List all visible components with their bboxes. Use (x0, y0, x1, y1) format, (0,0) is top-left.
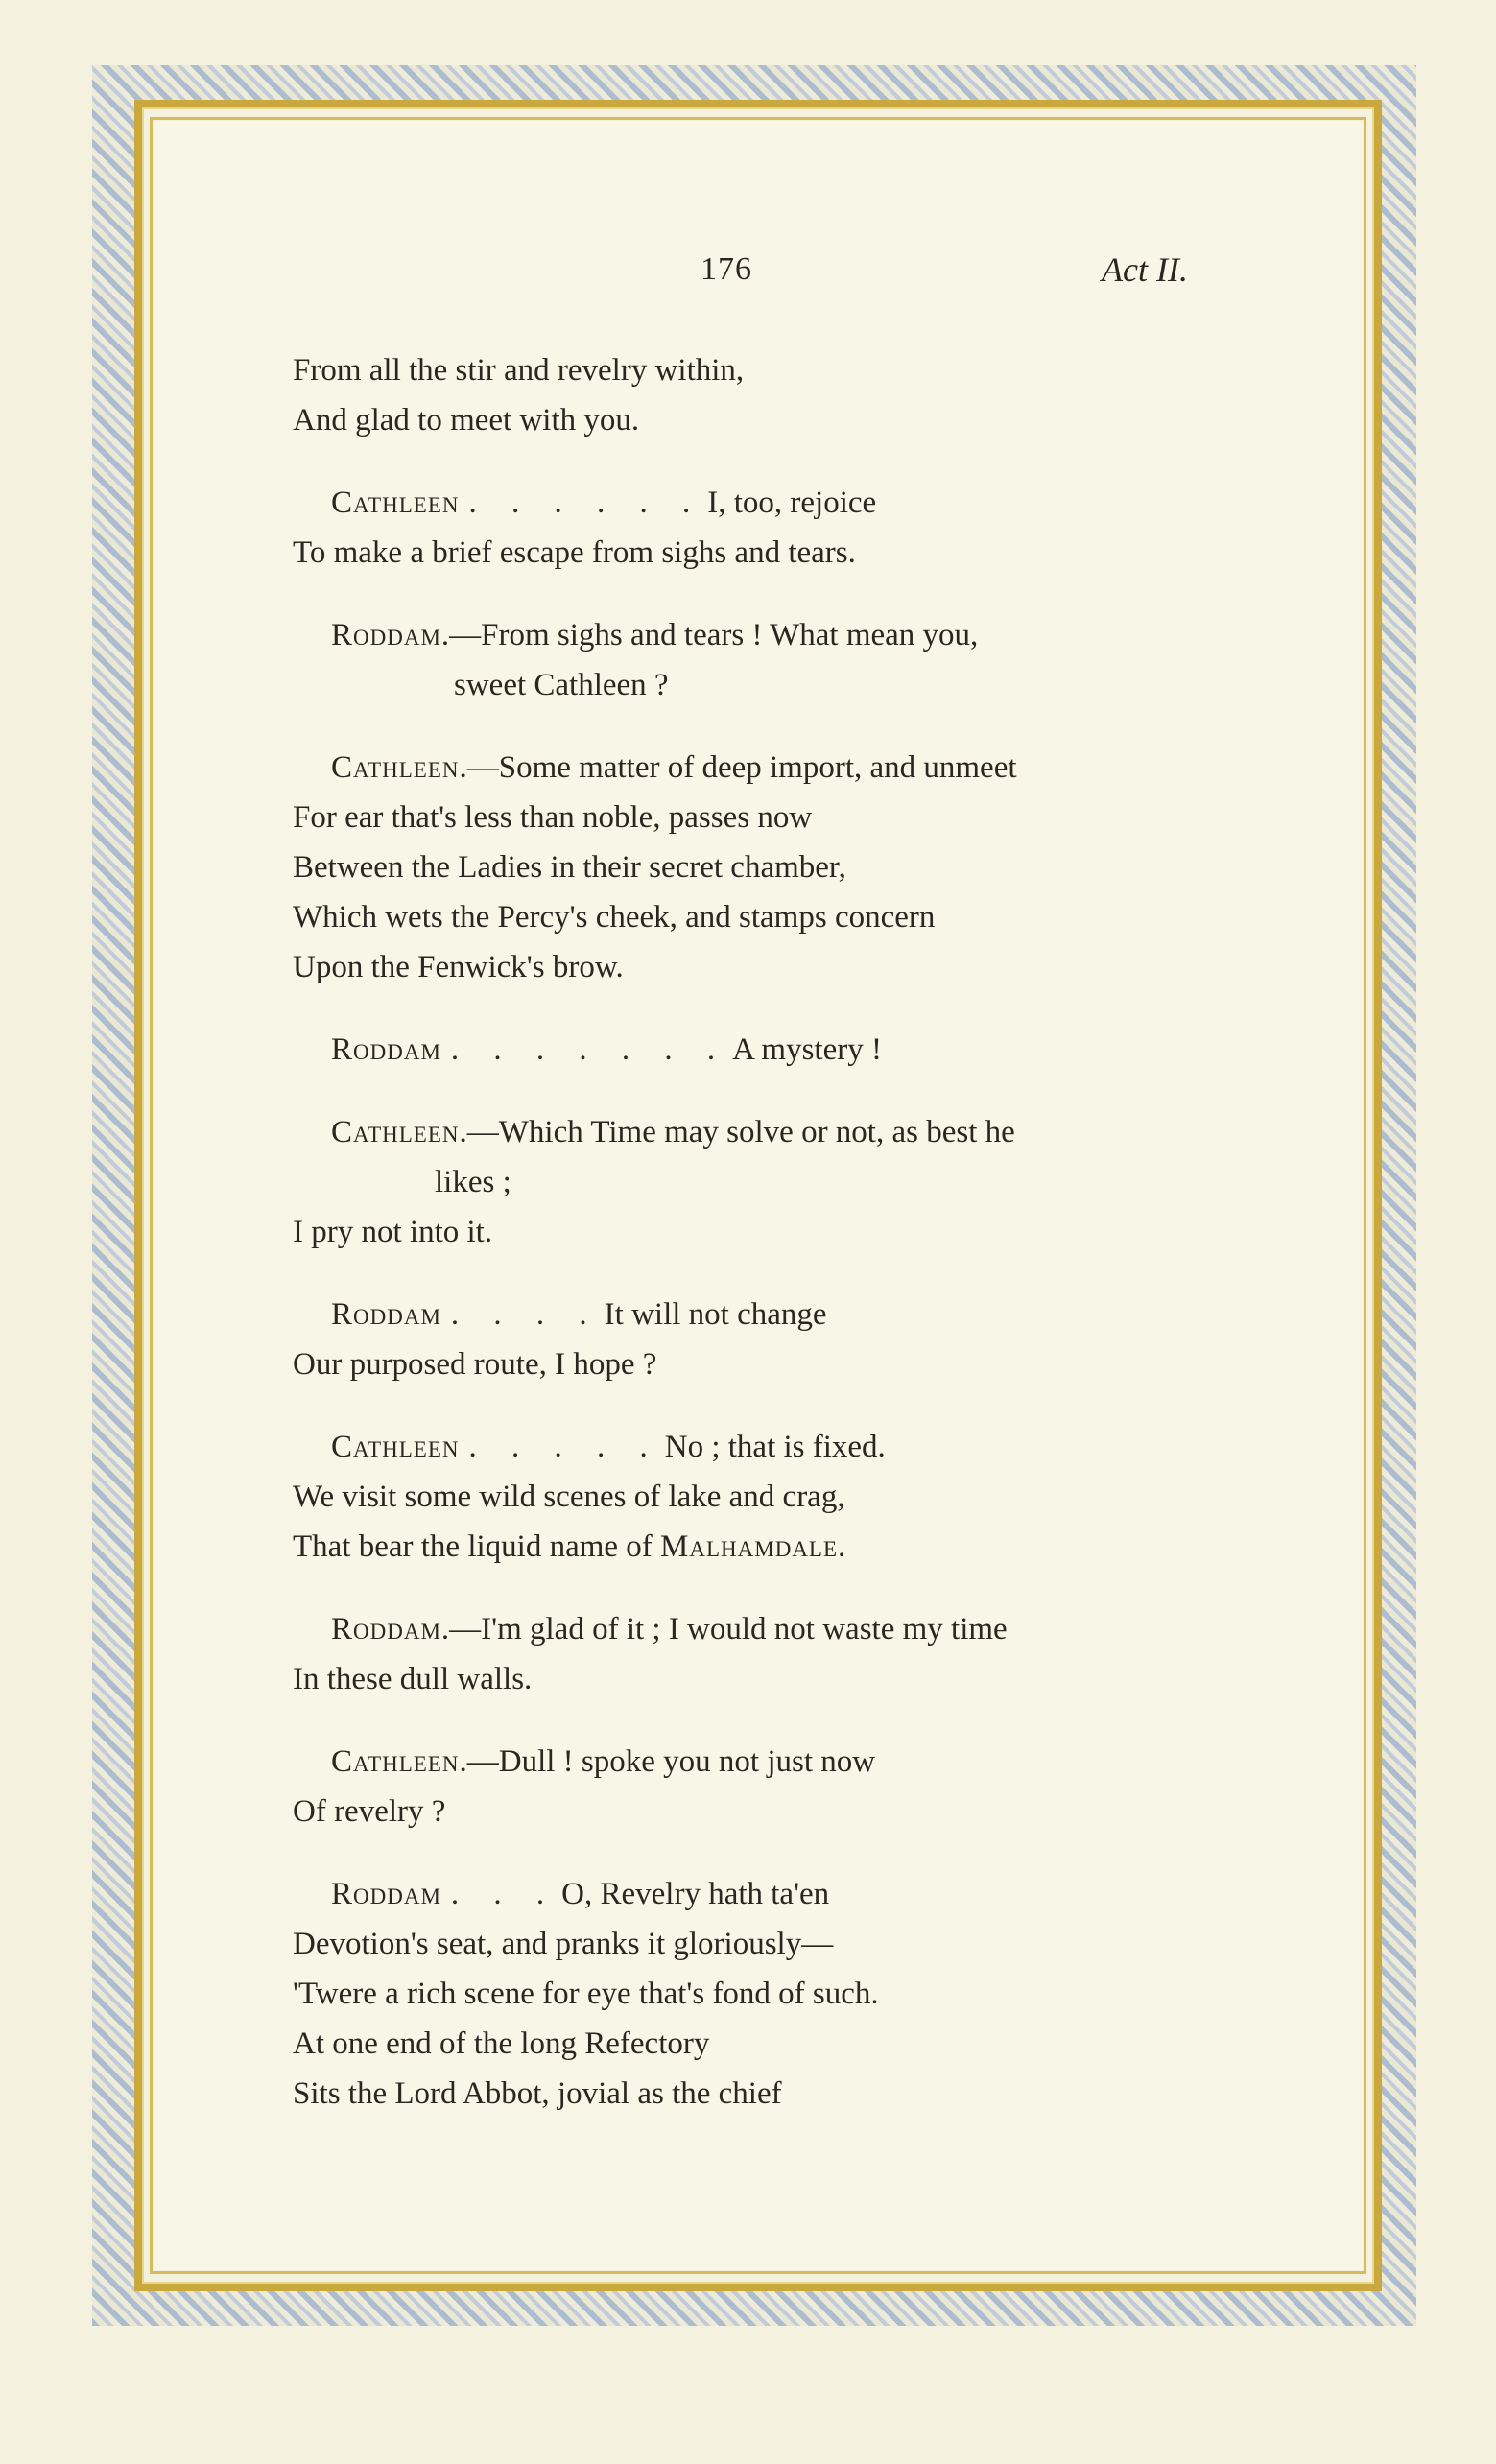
verse-line: Of revelry ? (293, 1794, 446, 1829)
act-label: Act II. (1102, 250, 1188, 289)
verse-line: And glad to meet with you. (293, 403, 640, 438)
verse-line: We visit some wild scenes of lake and crag, (293, 1480, 845, 1514)
verse-line: In these dull walls. (293, 1662, 533, 1696)
verse-line: Between the Ladies in their secret chamber, (293, 850, 846, 885)
speaker-name: Roddam (331, 618, 441, 652)
speaker-name: Roddam (331, 1032, 441, 1067)
page-header (0, 251, 1496, 299)
verse-line: Sits the Lord Abbot, jovial as the chief (293, 2076, 782, 2111)
verse-line: Upon the Fenwick's brow. (293, 950, 624, 984)
verse-line: For ear that's less than noble, passes now (293, 800, 813, 835)
speaker-name: Roddam (331, 1297, 441, 1332)
verse-line: I pry not into it. (293, 1215, 493, 1249)
verse-line: Our purposed route, I hope ? (293, 1347, 657, 1382)
speaker-line: Roddam.—I'm glad of it ; I would not waste my time (331, 1612, 1008, 1647)
verse-line: 'Twere a rich scene for eye that's fond of such. (293, 1977, 879, 2011)
speaker-line: Cathleen.—Dull ! spoke you not just now (331, 1744, 876, 1779)
speaker-line: Cathleen . . . . . . I, too, rejoice (331, 486, 877, 520)
verse-line: From all the stir and revelry within, (293, 353, 745, 388)
verse-line: Which wets the Percy's cheek, and stamps concern (293, 900, 936, 935)
verse-line: Devotion's seat, and pranks it gloriously— (293, 1927, 834, 1961)
speaker-name: Roddam (331, 1877, 441, 1911)
speaker-line: Roddam.—From sighs and tears ! What mean you, (331, 618, 979, 652)
verse-line: To make a brief escape from sighs and tears. (293, 535, 856, 570)
verse-line: sweet Cathleen ? (454, 668, 669, 702)
speaker-name: Roddam (331, 1612, 441, 1647)
speaker-name: Cathleen (331, 486, 460, 520)
speaker-line: Cathleen.—Some matter of deep import, and unmeet (331, 750, 1017, 785)
speaker-line: Roddam . . . O, Revelry hath ta'en (331, 1877, 830, 1911)
page-number: 176 (701, 251, 752, 287)
verse-line: likes ; (435, 1165, 511, 1199)
verse-line: At one end of the long Refectory (293, 2026, 710, 2061)
speaker-line: Roddam . . . . . . . A mystery ! (331, 1032, 882, 1067)
speaker-name: Cathleen (331, 1744, 460, 1779)
speaker-line: Cathleen.—Which Time may solve or not, as best he (331, 1115, 1015, 1149)
speaker-line: Cathleen . . . . . No ; that is fixed. (331, 1430, 886, 1464)
speaker-line: Roddam . . . . It will not change (331, 1297, 827, 1332)
speaker-name: Cathleen (331, 1115, 460, 1149)
verse-line: That bear the liquid name of Malhamdale. (293, 1529, 847, 1564)
speaker-name: Cathleen (331, 750, 460, 785)
place-name: Malhamdale. (660, 1529, 847, 1564)
speaker-name: Cathleen (331, 1430, 460, 1464)
play-text (293, 345, 1262, 2119)
